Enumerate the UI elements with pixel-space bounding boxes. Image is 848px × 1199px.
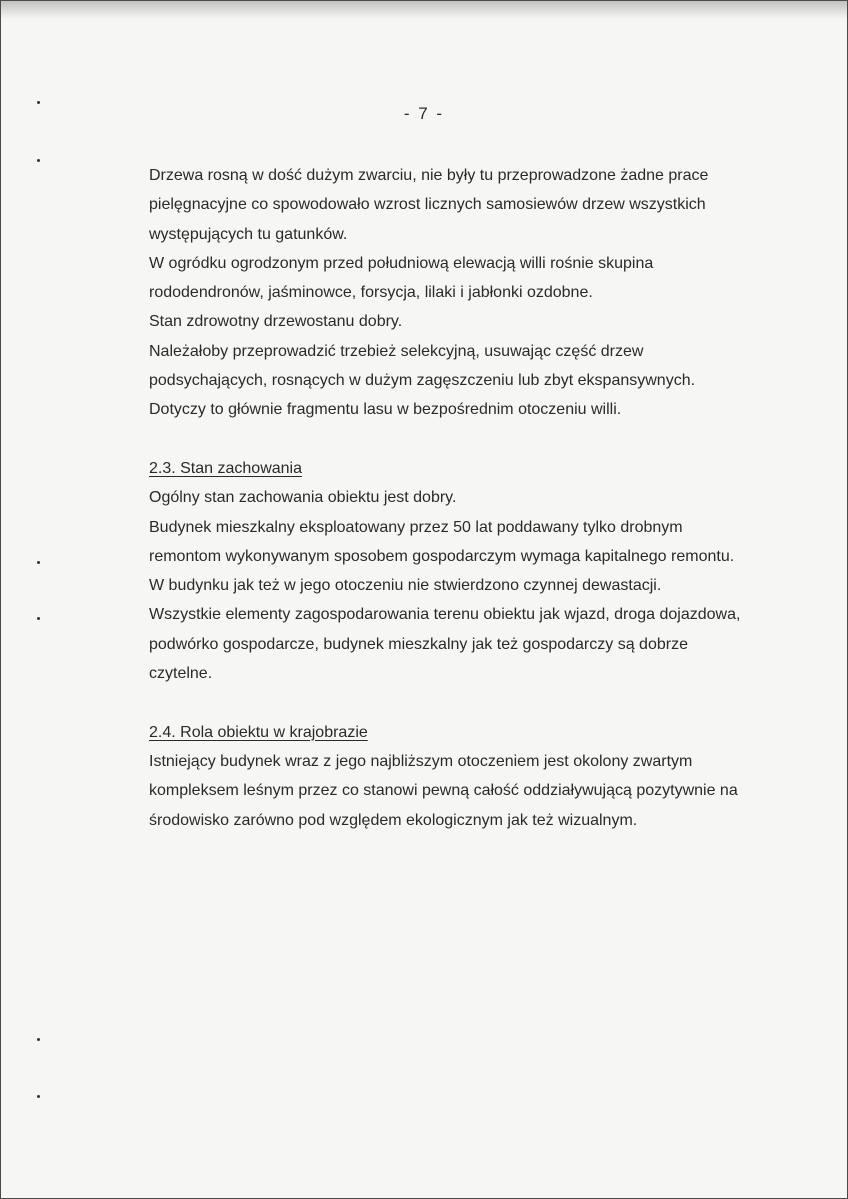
scan-shadow xyxy=(1,1,847,19)
section-2-3 xyxy=(149,454,809,688)
page-number: - 7 - xyxy=(403,104,445,123)
text-line: remontom wykonywanym sposobem gospodarczym wymaga kapitalnego remontu. xyxy=(149,547,735,565)
section-2-4 xyxy=(149,718,809,835)
text-line: podwórko gospodarcze, budynek mieszkalny jak też gospodarczy są dobrze xyxy=(149,635,688,653)
text-line: Budynek mieszkalny eksploatowany przez 50 lat poddawany tylko drobnym xyxy=(149,518,683,536)
text-line: występujących tu gatunków. xyxy=(149,225,348,243)
section-heading: 2.4. Rola obiektu w krajobrazie xyxy=(149,723,368,741)
scan-speck xyxy=(37,561,40,564)
document-body xyxy=(149,161,809,835)
text-line: Drzewa rosną w dość dużym zwarciu, nie były tu przeprowadzone żadne prace xyxy=(149,167,709,184)
text-line: pielęgnacyjne co spowodowało wzrost licznych samosiewów drzew wszystkich xyxy=(149,196,706,214)
text-line: kompleksem leśnym przez co stanowi pewną całość oddziaływującą pozytywnie na xyxy=(149,782,738,800)
text-line: Ogólny stan zachowania obiektu jest dobry. xyxy=(149,489,457,507)
text-line: Należałoby przeprowadzić trzebież selekcyjną, usuwając część drzew xyxy=(149,342,644,360)
text-line: podsychających, rosnących w dużym zagęszczeniu lub zbyt ekspansywnych. xyxy=(149,372,696,390)
text-line: czytelne. xyxy=(149,665,213,683)
scan-speck xyxy=(37,159,40,162)
text-line: rododendronów, jaśminowce, forsycja, lilaki i jabłonki ozdobne. xyxy=(149,284,593,302)
text-line: W budynku jak też w jego otoczeniu nie stwierdzono czynnej dewastacji. xyxy=(149,577,662,595)
section-heading: 2.3. Stan zachowania xyxy=(149,459,302,477)
text-line: Wszystkie elementy zagospodarowania terenu obiektu jak wjazd, droga dojazdowa, xyxy=(149,606,741,624)
scan-speck xyxy=(37,1095,40,1098)
text-line: W ogródku ogrodzonym przed południową elewacją willi rośnie skupina xyxy=(149,254,654,272)
scan-speck xyxy=(37,1038,40,1041)
intro-paragraph xyxy=(149,161,809,425)
scan-speck xyxy=(37,617,40,620)
text-line: Dotyczy to głównie fragmentu lasu w bezpośrednim otoczeniu willi. xyxy=(149,401,622,419)
text-line: Istniejący budynek wraz z jego najbliższym otoczeniem jest okolony zwartym xyxy=(149,752,693,770)
text-line: Stan zdrowotny drzewostanu dobry. xyxy=(149,313,403,331)
text-line: środowisko zarówno pod względem ekologicznym jak też wizualnym. xyxy=(149,811,638,829)
